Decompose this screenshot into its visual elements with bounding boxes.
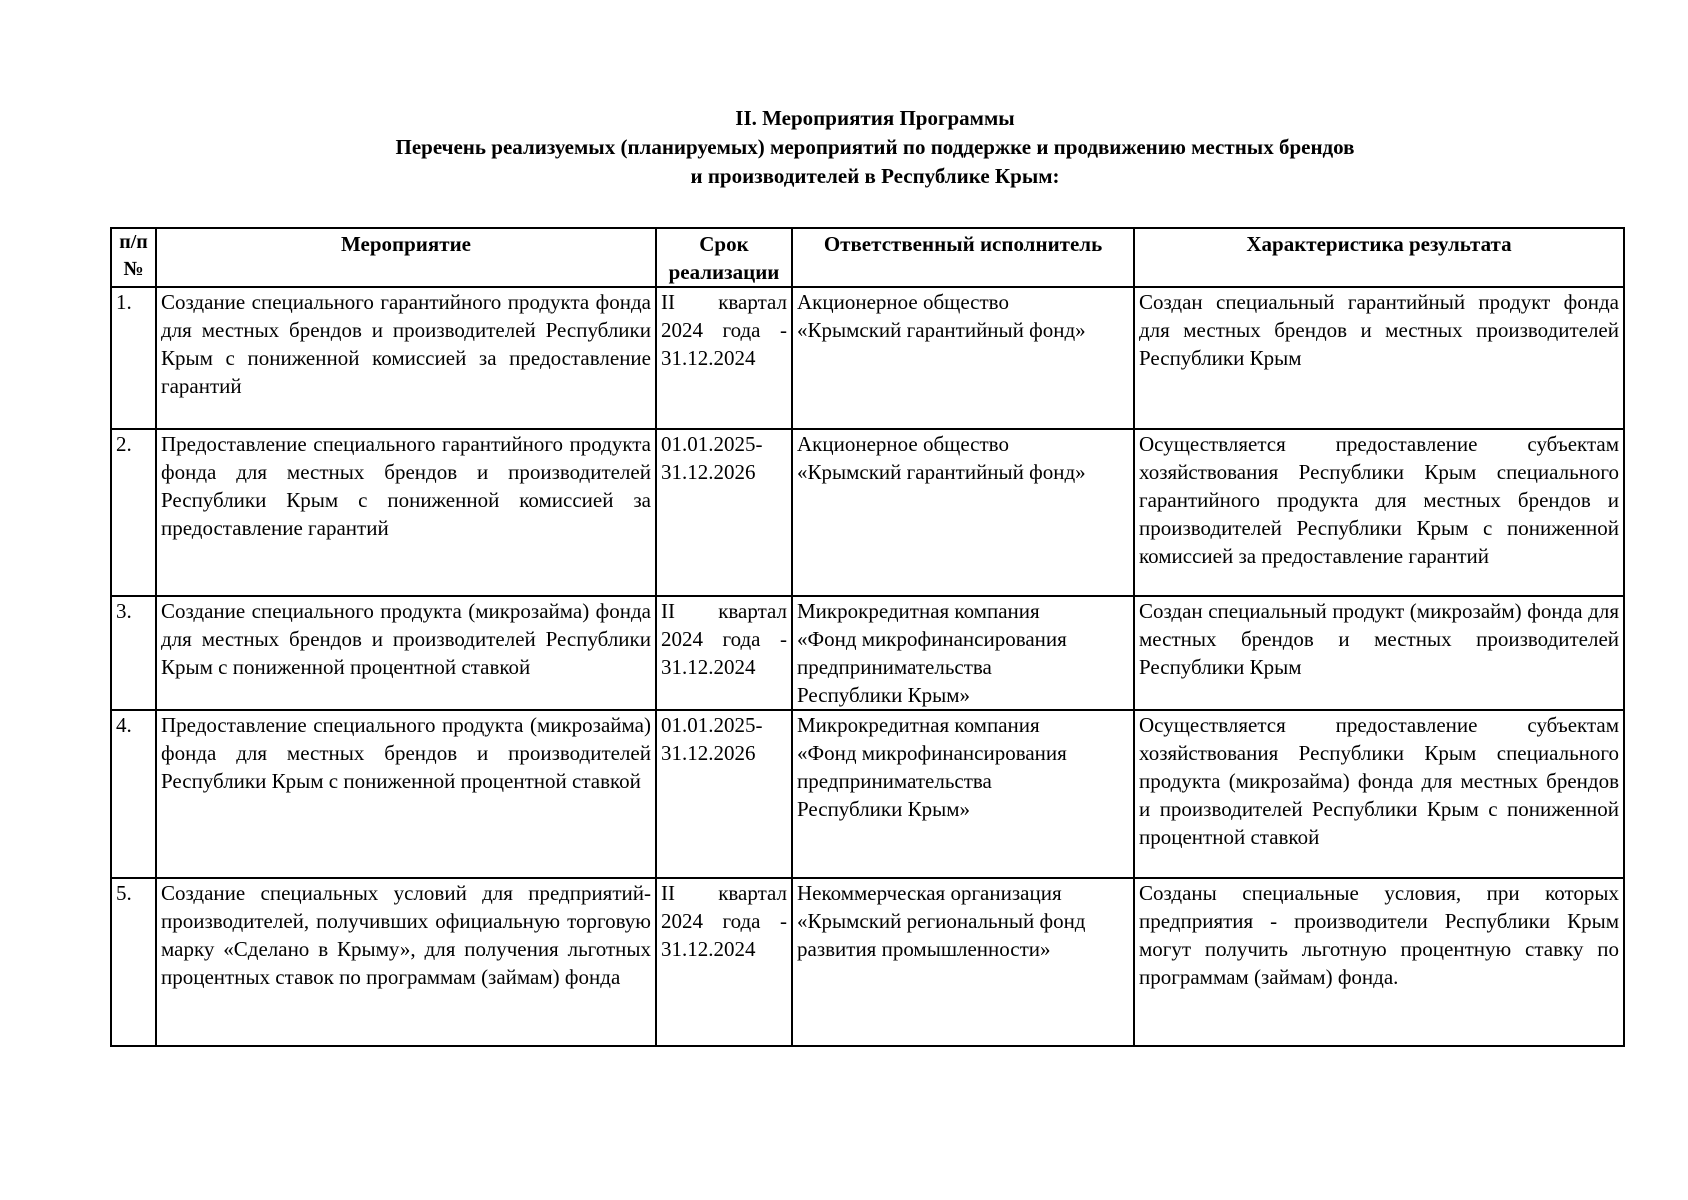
header-num: п/п № (111, 228, 156, 287)
table-row (111, 596, 1624, 710)
row-deadline: II квартал 2024 года - 31.12.2024 (656, 287, 792, 429)
row-number: 2. (111, 429, 156, 596)
executor-line: «Крымский гарантийный фонд» (797, 318, 1086, 342)
row-number: 5. (111, 878, 156, 1046)
row-result: Создан специальный продукт (микрозайм) фонда для местных брендов и местных производителей Республики Крым (1134, 596, 1624, 710)
row-activity: Предоставление специального продукта (микрозайма) фонда для местных брендов и производителей Республики Крым с пониженной процентной ставкой (156, 710, 656, 878)
executor-line: Акционерное общество (797, 290, 1009, 314)
row-executor (792, 596, 1134, 710)
header-result: Характеристика результата (1134, 228, 1624, 287)
executor-line: развития промышленности» (797, 937, 1051, 961)
section-subtitle-line-2: и производителей в Республике Крым: (690, 164, 1060, 188)
row-number: 1. (111, 287, 156, 429)
executor-line: Акционерное общество (797, 432, 1009, 456)
executor-line: «Крымский гарантийный фонд» (797, 460, 1086, 484)
row-result: Осуществляется предоставление субъектам хозяйствования Республики Крым специального гарантийного продукта для местных брендов и производителей Республики Крым с пониженной комиссией за предоставление гарантий (1134, 429, 1624, 596)
row-deadline: 01.01.2025- 31.12.2026 (656, 429, 792, 596)
row-result: Создан специальный гарантийный продукт фонда для местных брендов и местных производителей Республики Крым (1134, 287, 1624, 429)
table-row (111, 878, 1624, 1046)
row-activity: Создание специальных условий для предприятий-производителей, получивших официальную торговую марку «Сделано в Крыму», для получения льготных процентных ставок по программам (займам) фонда (156, 878, 656, 1046)
section-heading (150, 104, 1600, 191)
section-title: II. Мероприятия Программы (735, 106, 1015, 130)
row-activity: Создание специального продукта (микрозайма) фонда для местных брендов и производителей Республики Крым с пониженной процентной ставкой (156, 596, 656, 710)
executor-line: «Крымский региональный фонд (797, 909, 1086, 933)
row-number: 4. (111, 710, 156, 878)
row-activity: Создание специального гарантийного продукта фонда для местных брендов и производителей Республики Крым с пониженной комиссией за предоставление гарантий (156, 287, 656, 429)
row-executor (792, 710, 1134, 878)
executor-line: «Фонд микрофинансирования (797, 627, 1067, 651)
executor-line: Некоммерческая организация (797, 881, 1062, 905)
table-header-row (111, 228, 1624, 287)
row-deadline: 01.01.2025- 31.12.2026 (656, 710, 792, 878)
executor-line: Микрокредитная компания (797, 713, 1040, 737)
measures-table (110, 227, 1625, 1047)
table-row (111, 429, 1624, 596)
row-executor (792, 287, 1134, 429)
row-executor (792, 429, 1134, 596)
executor-line: «Фонд микрофинансирования (797, 741, 1067, 765)
row-result: Осуществляется предоставление субъектам хозяйствования Республики Крым специального продукта (микрозайма) фонда для местных брендов и производителей Республики Крым с пониженной процентной ставкой (1134, 710, 1624, 878)
row-result: Созданы специальные условия, при которых предприятия - производители Республики Крым могут получить льготную процентную ставку по программам (займам) фонда. (1134, 878, 1624, 1046)
table-row (111, 287, 1624, 429)
row-deadline: II квартал 2024 года - 31.12.2024 (656, 596, 792, 710)
row-number: 3. (111, 596, 156, 710)
table-row (111, 710, 1624, 878)
row-deadline: II квартал 2024 года - 31.12.2024 (656, 878, 792, 1046)
executor-line: Республики Крым» (797, 683, 971, 707)
row-executor (792, 878, 1134, 1046)
header-executor: Ответственный исполнитель (792, 228, 1134, 287)
section-subtitle-line-1: Перечень реализуемых (планируемых) мероприятий по поддержке и продвижению местных брендов (395, 135, 1355, 159)
header-deadline: Срок реализации (656, 228, 792, 287)
row-activity: Предоставление специального гарантийного продукта фонда для местных брендов и производителей Республики Крым с пониженной комиссией за предоставление гарантий (156, 429, 656, 596)
executor-line: Микрокредитная компания (797, 599, 1040, 623)
executor-line: предпринимательства (797, 769, 992, 793)
header-activity: Мероприятие (156, 228, 656, 287)
executor-line: Республики Крым» (797, 797, 971, 821)
executor-line: предпринимательства (797, 655, 992, 679)
